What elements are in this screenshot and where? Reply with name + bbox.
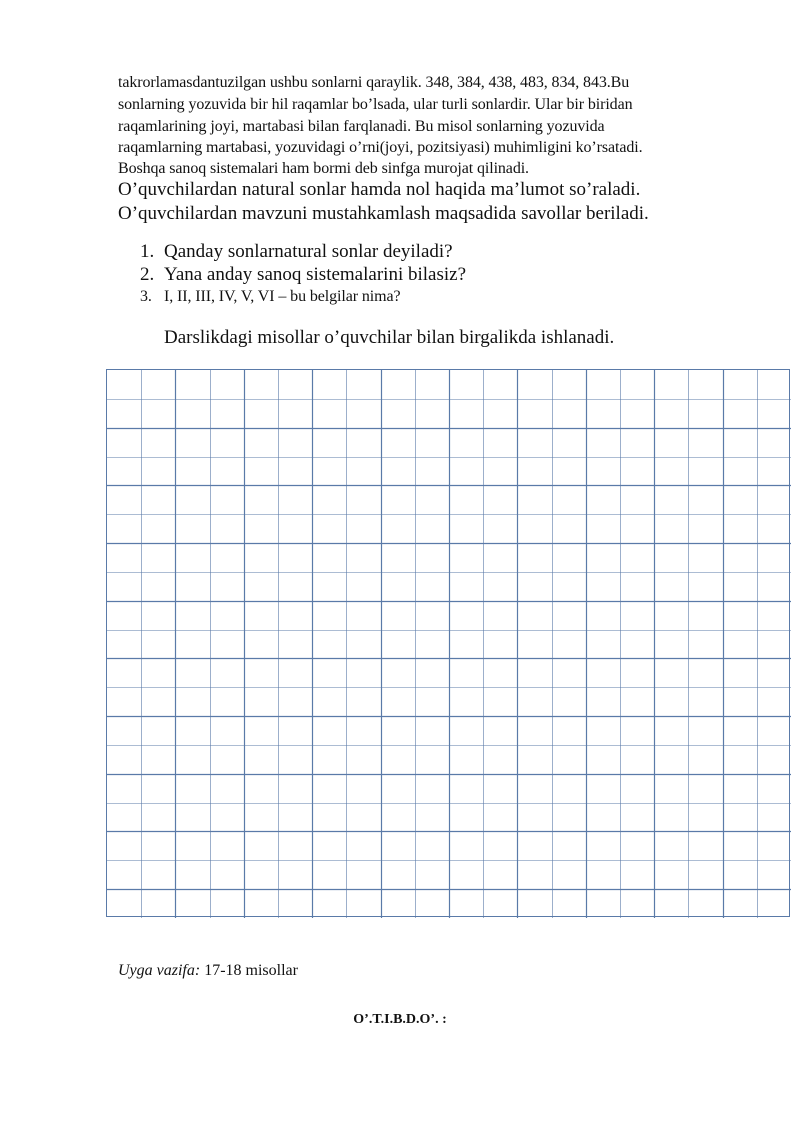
question-number: 1. (140, 241, 155, 262)
paragraph-line-3: raqamlarining joyi, martabasi bilan farqlanadi. Bu misol sonlarning yozuvida (118, 118, 605, 135)
paragraph-line-5: Boshqa sanoq sistemalari ham bormi deb sinfga murojat qilinadi. (118, 160, 529, 177)
homework-text: 17-18 misollar (200, 962, 298, 979)
homework-label: Uyga vazifa: (118, 962, 201, 979)
footer-text: O’.T.I.B.D.O’. : (353, 1012, 447, 1027)
homework (118, 962, 298, 980)
question-text: I, II, III, IV, V, VI – bu belgilar nima? (164, 288, 401, 305)
paragraph-line-4: raqamlarning martabasi, yozuvidagi o’rni(joyi, pozitsiyasi) muhimligini ko’rsatadi. (118, 139, 643, 156)
question-text: Qanday sonlarnatural sonlar deyiladi? (164, 241, 453, 262)
question-number: 3. (140, 288, 152, 305)
paragraph-line-2: sonlarning yozuvida bir hil raqamlar bo’lsada, ular turli sonlardir. Ular bir biridan (118, 96, 633, 113)
statement-line-2: O’quvchilardan mavzuni mustahkamlash maqsadida savollar beriladi. (118, 203, 649, 224)
paragraph-line-1: takrorlamasdantuzilgan ushbu sonlarni qaraylik. 348, 384, 438, 483, 834, 843.Bu (118, 74, 630, 91)
question-number: 2. (140, 264, 155, 285)
statement-line-1: O’quvchilardan natural sonlar hamda nol haqida ma’lumot so’raladi. (118, 179, 641, 200)
grid-lines (107, 370, 791, 918)
graph-paper-grid (106, 369, 790, 917)
question-text: Yana anday sanoq sistemalarini bilasiz? (164, 264, 466, 285)
closing-line: Darslikdagi misollar o’quvchilar bilan birgalikda ishlanadi. (164, 327, 615, 348)
